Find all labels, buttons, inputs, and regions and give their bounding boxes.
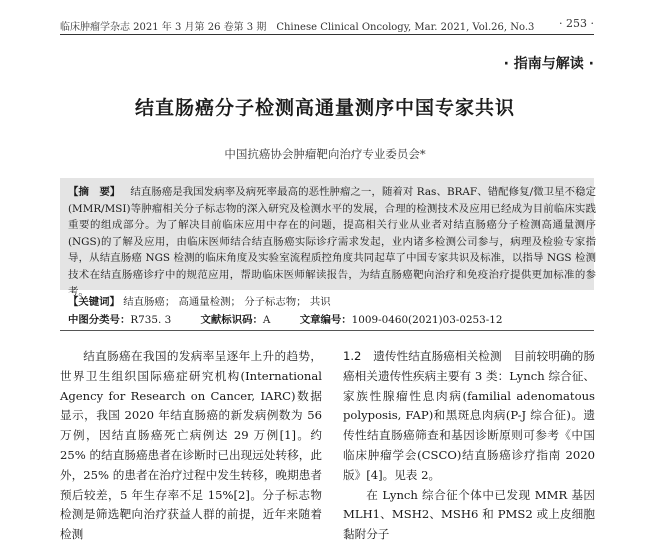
keyword: 高通量检测； — [178, 296, 241, 308]
body-paragraph: 在 Lynch 综合征个体中已发现 MMR 基因 MLH1、MSH2、MSH6 和 PMS2 或上皮细胞黏附分子 — [343, 487, 595, 542]
abstract — [68, 184, 596, 300]
body-left-column — [60, 347, 322, 545]
classification-line — [68, 311, 503, 326]
section-heading: 1.2 遗传性结直肠癌相关检测 — [343, 349, 502, 363]
section-label: · 指南与解读 · — [503, 56, 594, 72]
article-title: 结直肠癌分子检测高通量测序中国专家共识 — [134, 97, 515, 119]
keyword: 结直肠癌； — [123, 296, 176, 308]
body-right-column — [343, 347, 595, 545]
article-authors: 中国抗癌协会肿瘤靶向治疗专业委员会* — [224, 147, 426, 161]
abstract-label: 【摘 要】 — [68, 186, 121, 198]
article-no-label: 文章编号： — [299, 314, 352, 326]
keywords-line — [68, 293, 331, 308]
section-lead: 目前较明确的肠癌相关遗传性疾病主要有 3 类：Lynch 综合征、家族性腺瘤性息肉病(familial adenomatous polyposis, FAP)和黑斑息肉病(P-J 综合征)。遗传性结直肠癌筛查和基因诊断原则可参考《中国临床肿瘤学会(CSCO)结直肠癌诊疗指南 2020 版》[4]。见表 2。 — [343, 349, 595, 482]
clc-label: 中图分类号： — [68, 314, 131, 326]
keyword: 分子标志物； — [244, 296, 307, 308]
abstract-text: 结直肠癌是我国发病率及病死率最高的恶性肿瘤之一，随着对 Ras、BRAF、错配修复/微卫星不稳定(MMR/MSI)等肿瘤相关分子标志物的深入研究及检测水平的发展，合理的检测技术及应用已经成为目前临床实践重要的组成部分。为了解决目前临床应用中存在的问题，提高相关行业从业者对结直肠癌分子检测高通量测序(NGS)的了解及应用，由临床医师结合结直肠癌实际诊疗需求发起，业内诸多检测公司参与，病理及检验专家指导，从结直肠癌 NGS 检测的临床角度及实验室流程质控角度共同起草了中国专家共识及标准，以指导 NGS 检测技术在结直肠癌诊疗中的规范应用，帮助临床医师解读报告，为结直肠癌靶向治疗和免疫治疗提供更加标准的参考。 — [68, 186, 596, 298]
journal-header: 临床肿瘤学杂志 2021 年 3 月第 26 卷第 3 期 Chinese Clinical Oncology, Mar. 2021, Vol.26, No.3 — [60, 22, 535, 33]
clc-value: R735. 3 — [130, 314, 172, 326]
keywords-label: 【关键词】 — [68, 296, 120, 308]
header-divider — [60, 34, 594, 35]
body-paragraph — [343, 347, 595, 486]
body-divider — [60, 330, 594, 331]
doc-code-label: 文献标识码： — [200, 314, 263, 326]
article-no-value: 1009-0460(2021)03-0253-12 — [351, 314, 503, 326]
keyword: 共识 — [309, 296, 331, 308]
body-paragraph: 结直肠癌在我国的发病率呈逐年上升的趋势，世界卫生组织国际癌症研究机构(International Agency for Research on Cancer, IARC)数据显示，我国 2020 年结直肠癌的新发病例数为 56 万例，因结直肠癌死亡病例达 29 万例[1]。约 25% 的结直肠癌患者在诊断时已出现远处转移，此外，25% 的患者在治疗过程中发生转移，晚期患者预后较差，5 年生存率不足 15%[2]。分子标志物检测是筛选靶向治疗获益人群的前提，近年来随着检测 — [60, 349, 322, 542]
doc-code-value: A — [262, 314, 271, 326]
page-number: · 253 · — [559, 17, 594, 30]
